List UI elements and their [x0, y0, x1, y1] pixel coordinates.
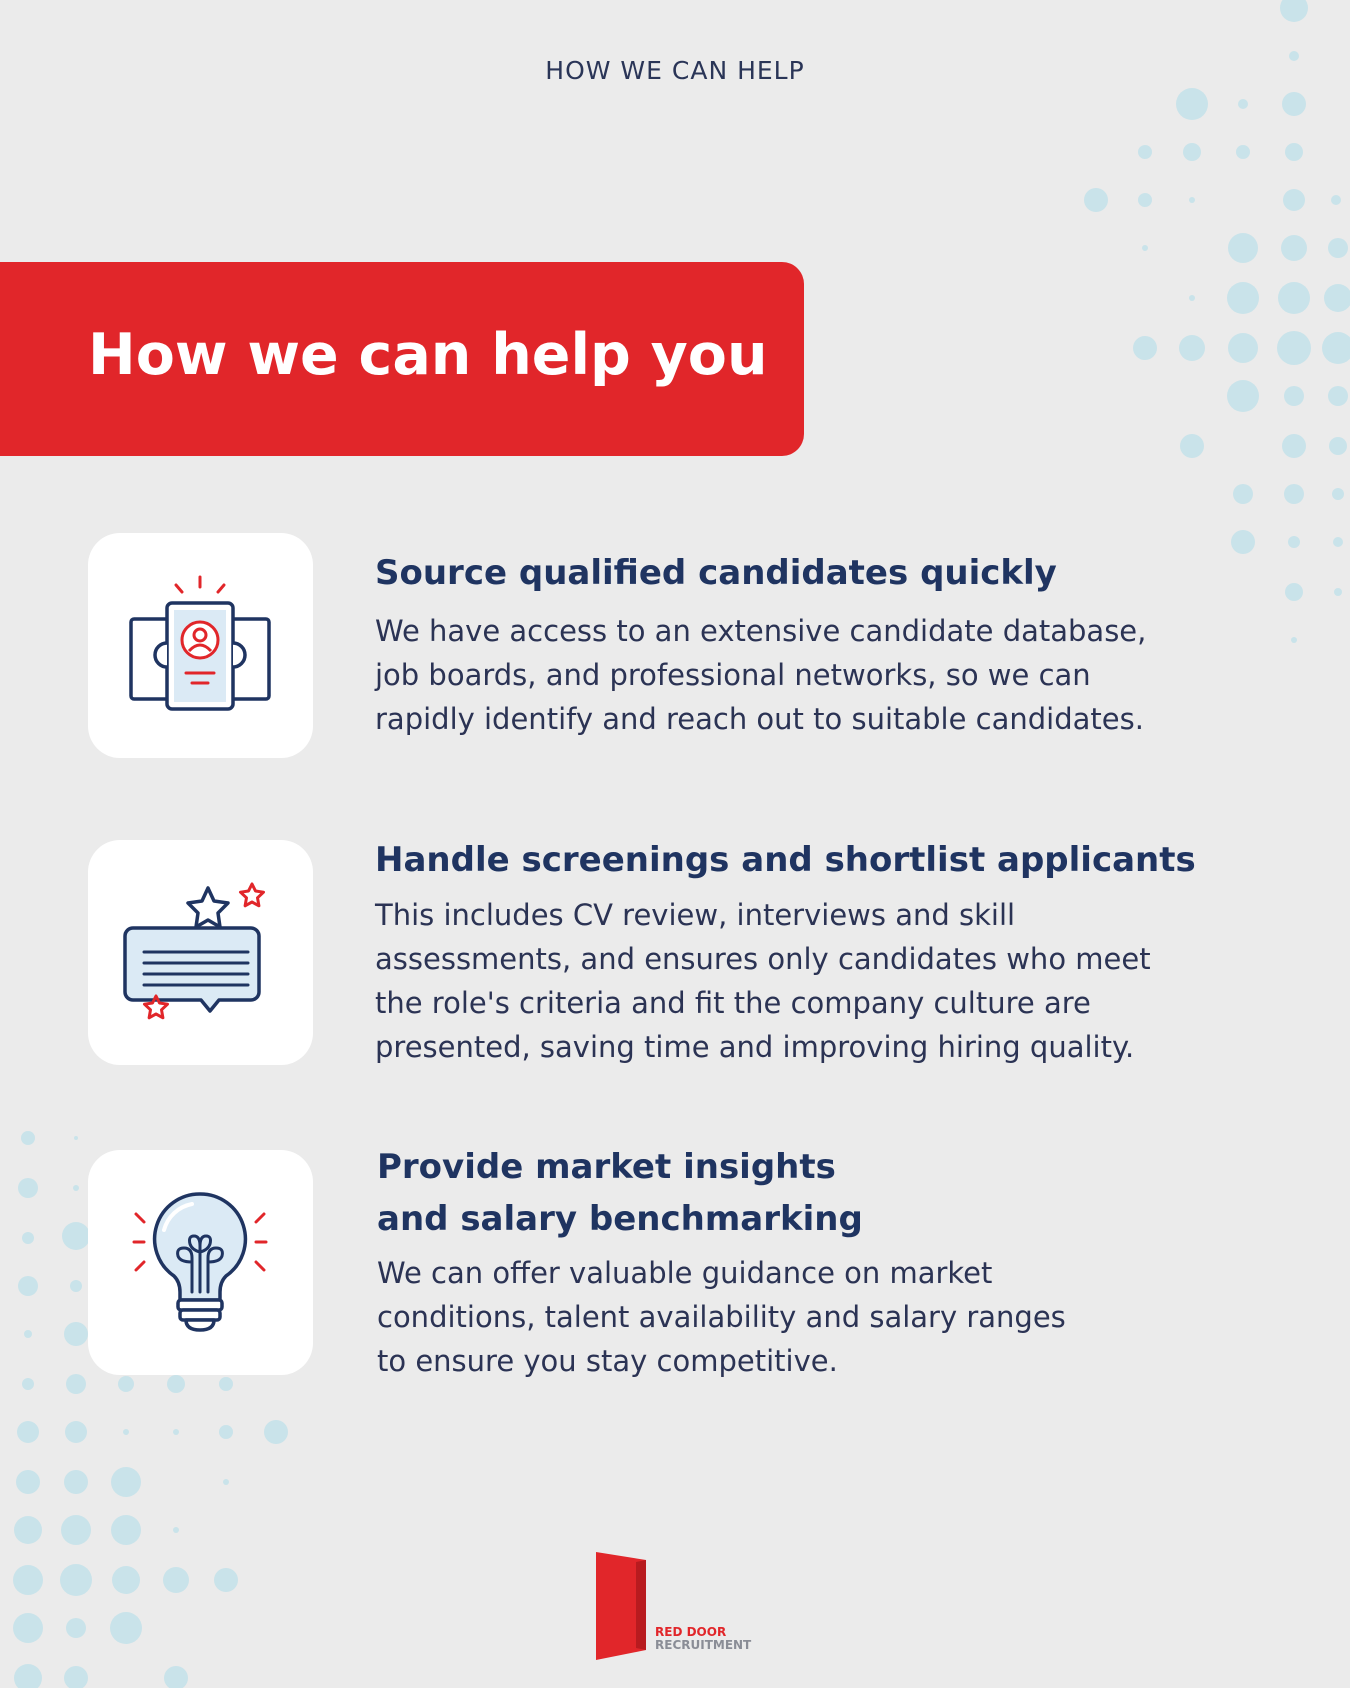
- brand-name-line1: RED DOOR: [655, 1625, 727, 1639]
- brand-logo-text: [655, 1626, 751, 1652]
- item-description-sourcing: We have access to an extensive candidate database, job boards, and professional networks, so we can rapidly identify and reach out to suitable candidates.: [375, 614, 1147, 736]
- item-title-insights-line2: and salary benchmarking: [377, 1199, 863, 1239]
- page-title: How we can help you: [88, 322, 768, 388]
- item-title-insights-line1: Provide market insights: [377, 1147, 836, 1187]
- icon-card-screening: [88, 840, 313, 1065]
- item-description-screening: This includes CV review, interviews and skill assessments, and ensures only candidates who meet the role's criteria and fit the company culture are presented, saving time and improving hiring quality.: [375, 898, 1151, 1064]
- item-title-sourcing: Source qualified candidates quickly: [375, 553, 1057, 593]
- item-description-insights: We can offer valuable guidance on market conditions, talent availability and salary ranges to ensure you stay competitive.: [377, 1256, 1066, 1378]
- candidate-profile-icon: [88, 533, 313, 758]
- brand-name-line2: RECRUITMENT: [655, 1638, 752, 1652]
- item-title-screening: Handle screenings and shortlist applicants: [375, 840, 1196, 880]
- eyebrow-heading: HOW WE CAN HELP: [545, 56, 805, 85]
- icon-card-sourcing: [88, 533, 313, 758]
- lightbulb-icon: [88, 1150, 313, 1375]
- red-door-logo-icon: [594, 1550, 650, 1662]
- review-stars-icon: [88, 840, 313, 1065]
- icon-card-insights: [88, 1150, 313, 1375]
